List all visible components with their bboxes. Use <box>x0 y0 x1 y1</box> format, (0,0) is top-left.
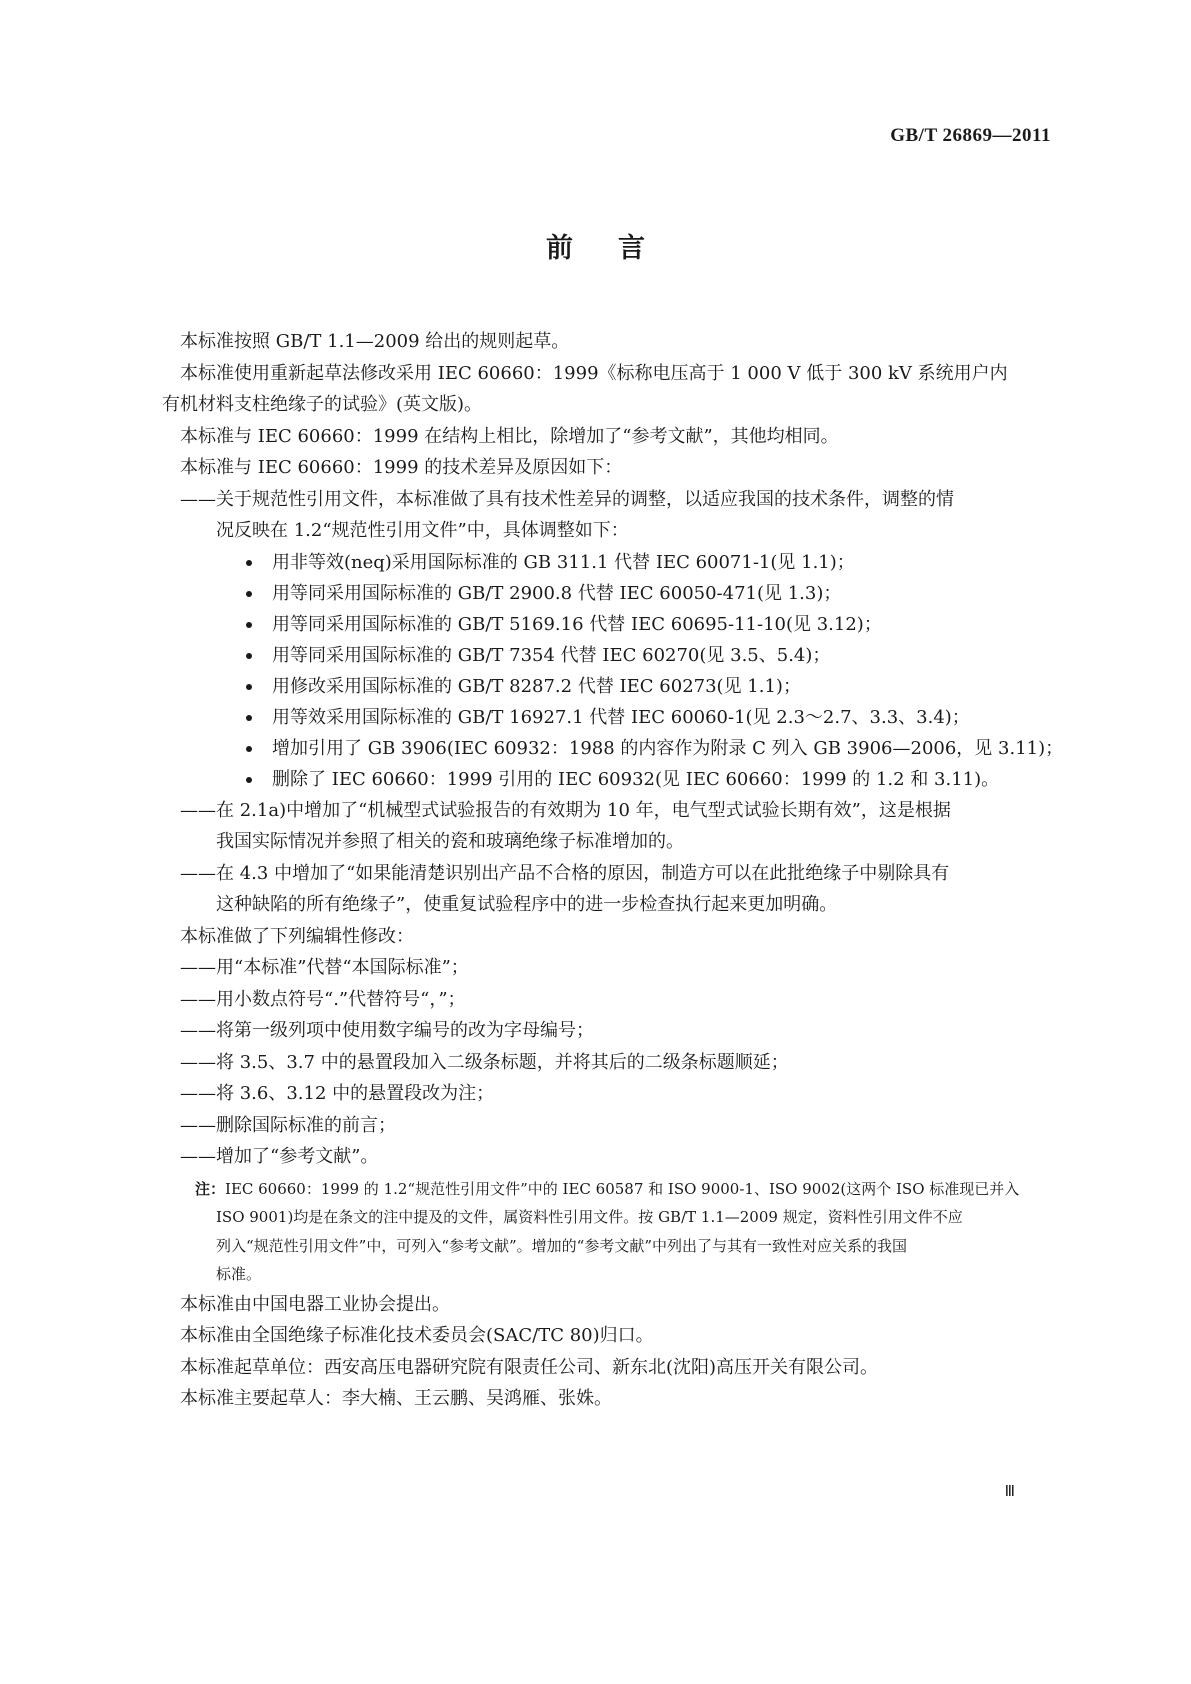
paragraph: 本标准使用重新起草法修改采用 IEC 60660：1999《标称电压高于 1 000 V 低于 300 kV 系统用户内 <box>180 362 1008 384</box>
dash-item-continuation: 况反映在 1.2“规范性引用文件”中，具体调整如下： <box>216 520 629 541</box>
page-number: Ⅲ <box>1004 1484 1015 1500</box>
paragraph: 本标准由中国电器工业协会提出。 <box>180 1293 450 1315</box>
dash-item: ——在 2.1a)中增加了“机械型式试验报告的有效期为 10 年，电气型式试验长期有效”，这是根据 <box>180 799 951 821</box>
edit-item: ——用“本标准”代替“本国际标准”； <box>180 957 469 978</box>
page-title: 前言 <box>546 233 690 264</box>
note-line: 标准。 <box>216 1265 262 1283</box>
list-item: 增加引用了 GB 3906(IEC 60932：1988 的内容作为附录 C 列入 GB 3906—2006，见 3.11)； <box>242 733 1060 764</box>
dash-item-continuation: 我国实际情况并参照了相关的瓷和玻璃绝缘子标准增加的。 <box>216 831 684 852</box>
paragraph: 本标准由全国绝缘子标准化技术委员会(SAC/TC 80)归口。 <box>180 1325 654 1346</box>
adjustment-list <box>180 547 1064 795</box>
edit-item: ——将 3.6、3.12 中的悬置段改为注； <box>180 1083 495 1104</box>
paragraph: 本标准做了下列编辑性修改： <box>180 925 414 947</box>
edit-item: ——将第一级列项中使用数字编号的改为字母编号； <box>180 1020 594 1041</box>
paragraph: 本标准起草单位：西安高压电器研究院有限责任公司、新东北(沈阳)高压开关有限公司。 <box>180 1356 879 1378</box>
dash-item-continuation: 这种缺陷的所有绝缘子”，使重复试验程序中的进一步检查执行起来更加明确。 <box>216 894 838 915</box>
note-label: 注： <box>195 1179 226 1198</box>
edit-item: ——增加了“参考文献”。 <box>180 1146 379 1167</box>
dash-item: ——关于规范性引用文件，本标准做了具有技术性差异的调整，以适应我国的技术条件，调整的情 <box>180 488 954 510</box>
paragraph: 本标准与 IEC 60660：1999 的技术差异及原因如下： <box>180 457 623 478</box>
note-line <box>195 1175 1060 1204</box>
note-text: IEC 60660：1999 的 1.2“规范性引用文件”中的 IEC 60587 和 ISO 9000-1、ISO 9002(这两个 ISO 标准现已并入 <box>225 1179 1020 1198</box>
list-item: 用非等效(neq)采用国际标准的 GB 311.1 代替 IEC 60071-1(见 1.1)； <box>242 547 1060 578</box>
list-item: 删除了 IEC 60660：1999 引用的 IEC 60932(见 IEC 60660：1999 的 1.2 和 3.11)。 <box>242 764 1060 795</box>
paragraph: 本标准与 IEC 60660：1999 在结构上相比，除增加了“参考文献”，其他均相同。 <box>180 425 839 447</box>
note-block <box>180 1175 1060 1289</box>
standard-code: GB/T 26869—2011 <box>890 125 1051 146</box>
foreword-body <box>162 326 1064 1415</box>
note-line: 列入“规范性引用文件”中，可列入“参考文献”。增加的“参考文献”中列出了与其有一致性对应关系的我国 <box>216 1236 908 1255</box>
paragraph: 本标准按照 GB/T 1.1—2009 给出的规则起草。 <box>180 331 570 352</box>
list-item: 用等同采用国际标准的 GB/T 5169.16 代替 IEC 60695-11-10(见 3.12)； <box>242 609 1060 640</box>
list-item: 用修改采用国际标准的 GB/T 8287.2 代替 IEC 60273(见 1.1)； <box>242 671 1060 702</box>
edit-item: ——删除国际标准的前言； <box>180 1114 396 1136</box>
dash-item: ——在 4.3 中增加了“如果能清楚识别出产品不合格的原因，制造方可以在此批绝缘子中剔除具有 <box>180 862 950 884</box>
paragraph-continuation: 有机材料支柱绝缘子的试验》(英文版)。 <box>162 394 483 415</box>
list-item: 用等效采用国际标准的 GB/T 16927.1 代替 IEC 60060-1(见 2.3～2.7、3.3、3.4)； <box>242 702 1060 733</box>
list-item: 用等同采用国际标准的 GB/T 7354 代替 IEC 60270(见 3.5、5.4)； <box>242 640 1060 671</box>
edit-item: ——将 3.5、3.7 中的悬置段加入二级条标题，并将其后的二级条标题顺延； <box>180 1051 789 1073</box>
list-item: 用等同采用国际标准的 GB/T 2900.8 代替 IEC 60050-471(见 1.3)； <box>242 578 1060 609</box>
paragraph: 本标准主要起草人：李大楠、王云鹏、吴鸿雁、张姝。 <box>180 1388 612 1409</box>
edit-item: ——用小数点符号“.”代替符号“，”； <box>180 988 466 1010</box>
note-line: ISO 9001)均是在条文的注中提及的文件，属资料性引用文件。按 GB/T 1.1—2009 规定，资料性引用文件不应 <box>216 1208 963 1226</box>
